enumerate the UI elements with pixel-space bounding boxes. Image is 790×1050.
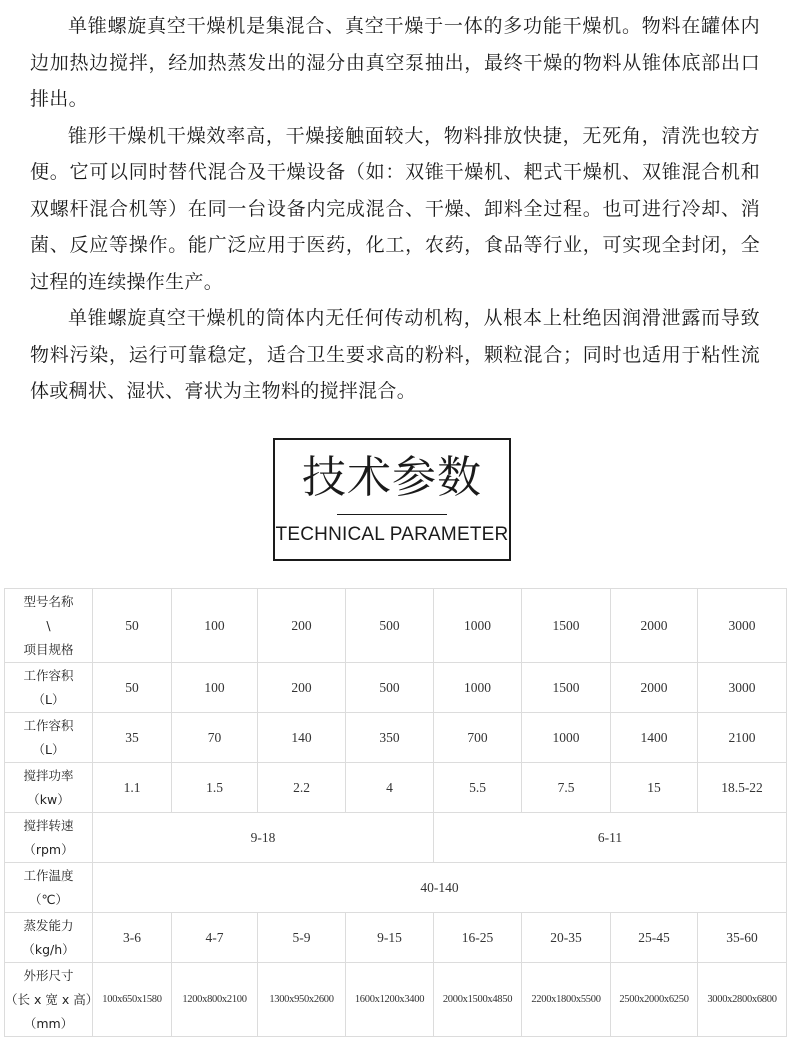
table-cell: 700 [434, 713, 522, 763]
table-cell: 35 [93, 713, 172, 763]
table-cell: 3000x2800x6800 [698, 963, 787, 1037]
section-title-en: TECHNICAL PARAMETER [275, 524, 509, 545]
table-cell: 9-15 [346, 913, 434, 963]
label-line: 外形尺寸 [23, 967, 74, 983]
intro-paragraph-3: 单锥螺旋真空干燥机的筒体内无任何传动机构，从根本上杜绝因润滑泄露而导致物料污染，运行可靠稳定，适合卫生要求高的粉料，颗粒混合；同时也适用于粘性流体或稠状、湿状、膏状为主物料的搅拌混合。 [30, 307, 760, 402]
row-label-model [5, 589, 93, 663]
row-label-evaporation [5, 913, 93, 963]
intro-paragraph-2: 锥形干燥机干燥效率高，干燥接触面较大，物料排放快捷，无死角，清洗也较方便。它可以同时替代混合及干燥设备（如：双锥干燥机、耙式干燥机、双锥混合机和双螺杆混合机等）在同一台设备内完成混合、干燥、卸料全过程。也可进行冷却、消菌、反应等操作。能广泛应用于医药，化工，农药，食品等行业，可实现全封闭，全过程的连续操作生产。 [30, 124, 760, 293]
table-cell: 1000 [522, 713, 611, 763]
table-cell: 1000 [434, 663, 522, 713]
table-cell: 1.5 [172, 763, 258, 813]
table-cell: 1300x950x2600 [258, 963, 346, 1037]
table-cell: 1000 [434, 589, 522, 663]
label-line: （L） [32, 741, 65, 757]
table-row-model [5, 589, 787, 663]
table-cell: 18.5-22 [698, 763, 787, 813]
label-line: （mm） [23, 1015, 74, 1031]
row-label-speed [5, 813, 93, 863]
table-row-dimensions [5, 963, 787, 1037]
label-line: （L） [32, 691, 65, 707]
table-cell-merged: 9-18 [93, 813, 434, 863]
table-cell: 1500 [522, 663, 611, 713]
label-line: 工作容积 [23, 667, 74, 683]
label-line: 蒸发能力 [23, 917, 74, 933]
table-cell: 100 [172, 589, 258, 663]
label-line: 型号名称 [23, 593, 74, 609]
row-label-dimensions [5, 963, 99, 1037]
table-cell: 25-45 [611, 913, 698, 963]
row-label-volume [5, 713, 93, 763]
table-cell: 100 [172, 663, 258, 713]
table-cell: 4-7 [172, 913, 258, 963]
table-cell: 350 [346, 713, 434, 763]
label-line: 搅拌转速 [23, 817, 74, 833]
intro-paragraph-1: 单锥螺旋真空干燥机是集混合、真空干燥于一体的多功能干燥机。物料在罐体内边加热边搅拌，经加热蒸发出的湿分由真空泵抽出，最终干燥的物料从锥体底部出口排出。 [30, 15, 760, 110]
table-cell: 1600x1200x3400 [346, 963, 434, 1037]
table-row-evaporation [5, 913, 787, 963]
table-cell: 1400 [611, 713, 698, 763]
intro-text [30, 8, 760, 410]
table-cell: 4 [346, 763, 434, 813]
table-cell: 50 [93, 589, 172, 663]
label-line: （℃） [28, 891, 69, 907]
table-cell: 2500x2000x6250 [611, 963, 698, 1037]
table-row-temperature [5, 863, 787, 913]
table-cell: 200 [258, 589, 346, 663]
label-line: （rpm） [23, 841, 74, 857]
table-cell: 3000 [698, 663, 787, 713]
table-row-power [5, 763, 787, 813]
table-cell-merged: 40-140 [93, 863, 787, 913]
table-cell: 500 [346, 663, 434, 713]
table-cell: 70 [172, 713, 258, 763]
table-cell: 20-35 [522, 913, 611, 963]
table-cell: 1200x800x2100 [172, 963, 258, 1037]
row-label-volume [5, 663, 93, 713]
table-row-volume-working [5, 713, 787, 763]
section-title-cn: 技术参数 [302, 452, 482, 503]
table-cell: 1.1 [93, 763, 172, 813]
parameter-table [4, 588, 787, 1037]
table-cell: 2200x1800x5500 [522, 963, 611, 1037]
label-line: \ [46, 617, 51, 633]
label-line: 搅拌功率 [23, 767, 74, 783]
table-cell: 140 [258, 713, 346, 763]
table-cell: 2000x1500x4850 [434, 963, 522, 1037]
table-cell: 50 [93, 663, 172, 713]
label-line: （长 x 宽 x 高） [5, 991, 99, 1007]
table-cell: 2000 [611, 663, 698, 713]
title-divider [337, 514, 447, 515]
table-cell: 2000 [611, 589, 698, 663]
table-row-speed [5, 813, 787, 863]
section-title-box [273, 438, 511, 561]
table-cell: 3000 [698, 589, 787, 663]
label-line: （kg/h） [22, 941, 75, 957]
table-cell: 200 [258, 663, 346, 713]
table-cell: 35-60 [698, 913, 787, 963]
table-cell: 3-6 [93, 913, 172, 963]
table-row-volume-total [5, 663, 787, 713]
label-line: 工作容积 [23, 717, 74, 733]
table-cell: 2100 [698, 713, 787, 763]
label-line: （kw） [27, 791, 70, 807]
label-line: 工作温度 [23, 867, 74, 883]
table-cell: 1500 [522, 589, 611, 663]
table-cell: 500 [346, 589, 434, 663]
table-cell: 100x650x1580 [93, 963, 172, 1037]
table-cell: 7.5 [522, 763, 611, 813]
table-cell: 5-9 [258, 913, 346, 963]
table-cell: 15 [611, 763, 698, 813]
table-cell: 2.2 [258, 763, 346, 813]
table-cell: 16-25 [434, 913, 522, 963]
table-cell-merged: 6-11 [434, 813, 787, 863]
row-label-temperature [5, 863, 93, 913]
row-label-power [5, 763, 93, 813]
label-line: 项目规格 [23, 641, 74, 657]
table-cell: 5.5 [434, 763, 522, 813]
